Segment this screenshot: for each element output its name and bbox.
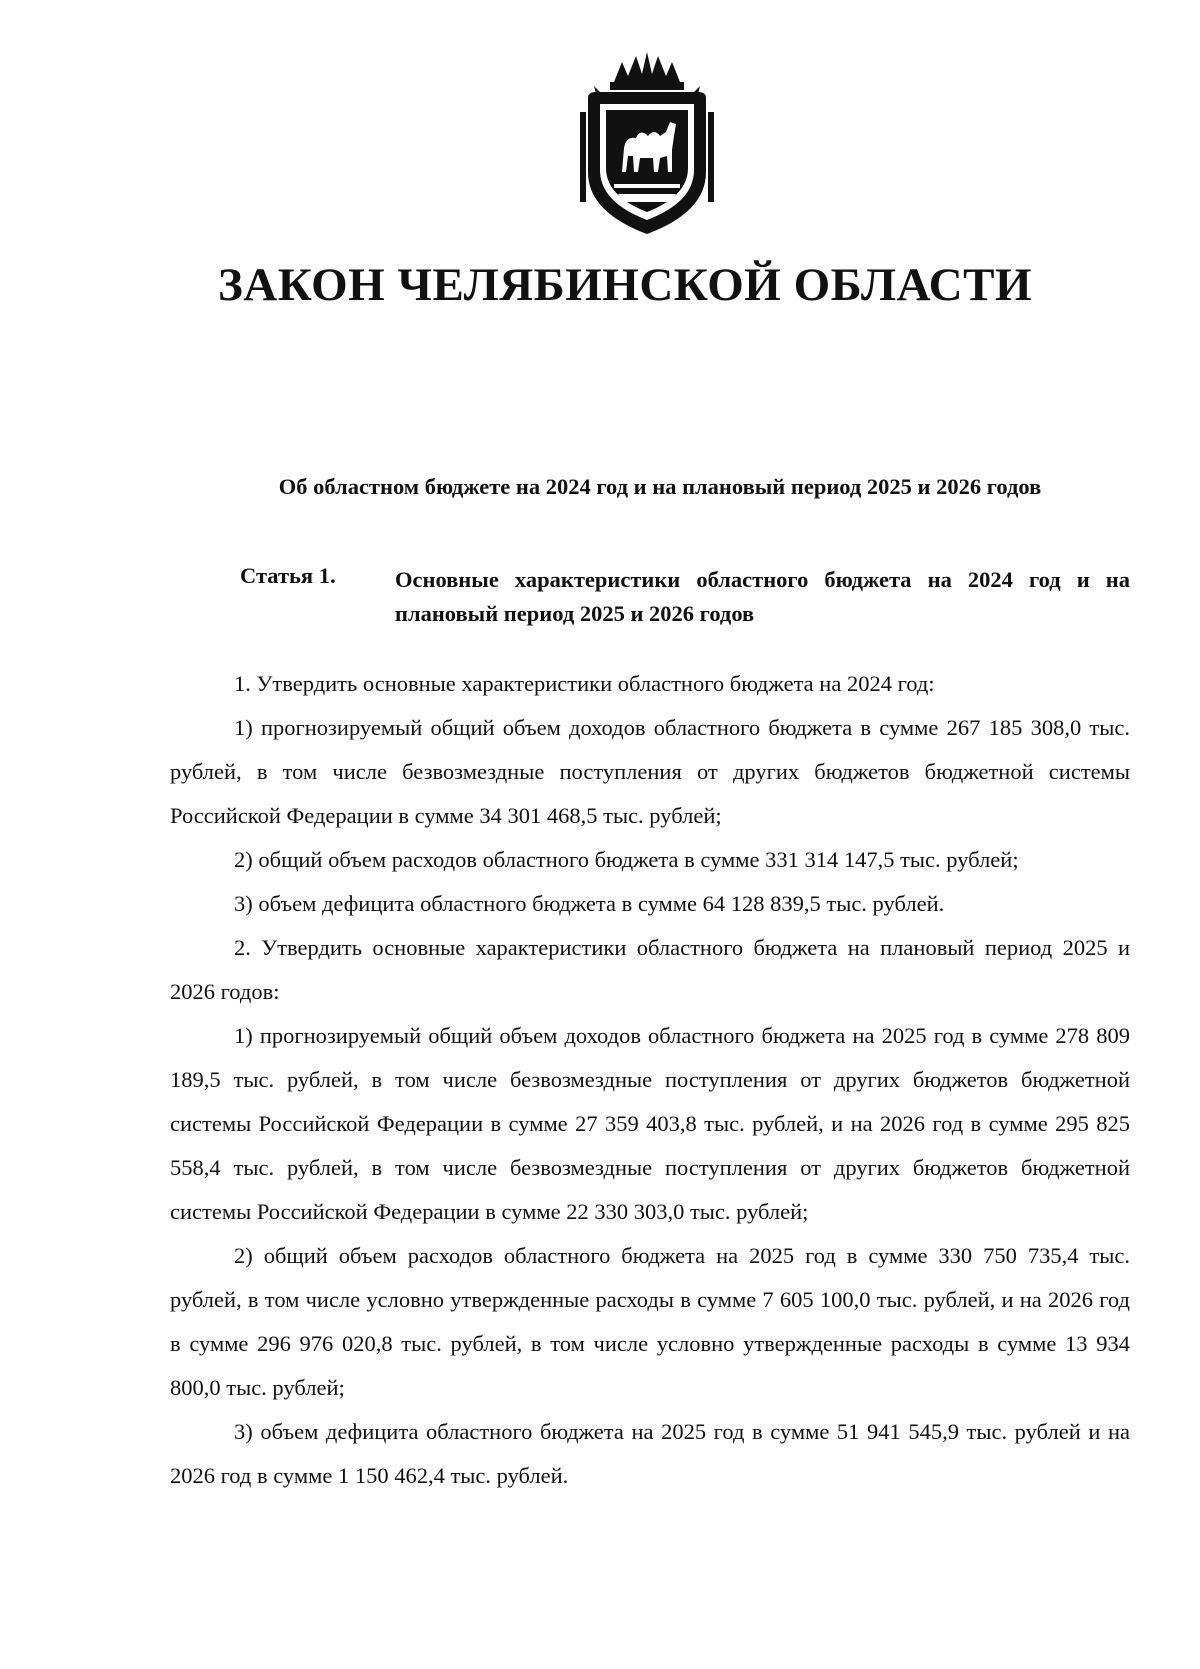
paragraph: 1. Утвердить основные характеристики областного бюджета на 2024 год: (234, 671, 935, 696)
paragraph: 2. Утвердить основные характеристики областного бюджета на плановый период 2025 и 2026 годов: (170, 935, 1130, 1004)
law-subject: Об областном бюджете на 2024 год и на плановый период 2025 и 2026 годов (278, 474, 1042, 499)
paragraph: 3) объем дефицита областного бюджета на 2025 год в сумме 51 941 545,9 тыс. рублей и на 2026 год в сумме 1 150 462,4 тыс. рублей. (170, 1419, 1130, 1488)
article-number: Статья 1. (240, 563, 336, 588)
paragraph: 3) объем дефицита областного бюджета в сумме 64 128 839,5 тыс. рублей. (234, 891, 945, 916)
law-title: ЗАКОН ЧЕЛЯБИНСКОЙ ОБЛАСТИ (217, 259, 1033, 311)
paragraph: 2) общий объем расходов областного бюджета в сумме 331 314 147,5 тыс. рублей; (234, 847, 1019, 872)
paragraph: 2) общий объем расходов областного бюджета на 2025 год в сумме 330 750 735,4 тыс. рублей, в том числе условно утвержденные расходы в сумме 7 605 100,0 тыс. рублей, и на 2026 год в сумме 296 976 020,8 тыс. рублей, в том числе условно утвержденные расходы в сумме 13 934 800,0 тыс. рублей; (170, 1243, 1130, 1400)
article-body (170, 662, 1130, 1498)
article-heading: Основные характеристики областного бюджета на 2024 год и на плановый период 2025 и 2026 годов (395, 567, 1130, 626)
paragraph: 1) прогнозируемый общий объем доходов областного бюджета на 2025 год в сумме 278 809 189,5 тыс. рублей, в том числе безвозмездные поступления от других бюджетов бюджетной системы Российской Федерации в сумме 27 359 403,8 тыс. рублей, и на 2026 год в сумме 295 825 558,4 тыс. рублей, в том числе безвозмездные поступления от других бюджетов бюджетной системы Российской Федерации в сумме 22 330 303,0 тыс. рублей; (170, 1023, 1130, 1224)
paragraph: 1) прогнозируемый общий объем доходов областного бюджета в сумме 267 185 308,0 тыс. рублей, в том числе безвозмездные поступления от других бюджетов бюджетной системы Российской Федерации в сумме 34 301 468,5 тыс. рублей; (170, 715, 1130, 828)
coat-of-arms-icon (574, 52, 720, 238)
